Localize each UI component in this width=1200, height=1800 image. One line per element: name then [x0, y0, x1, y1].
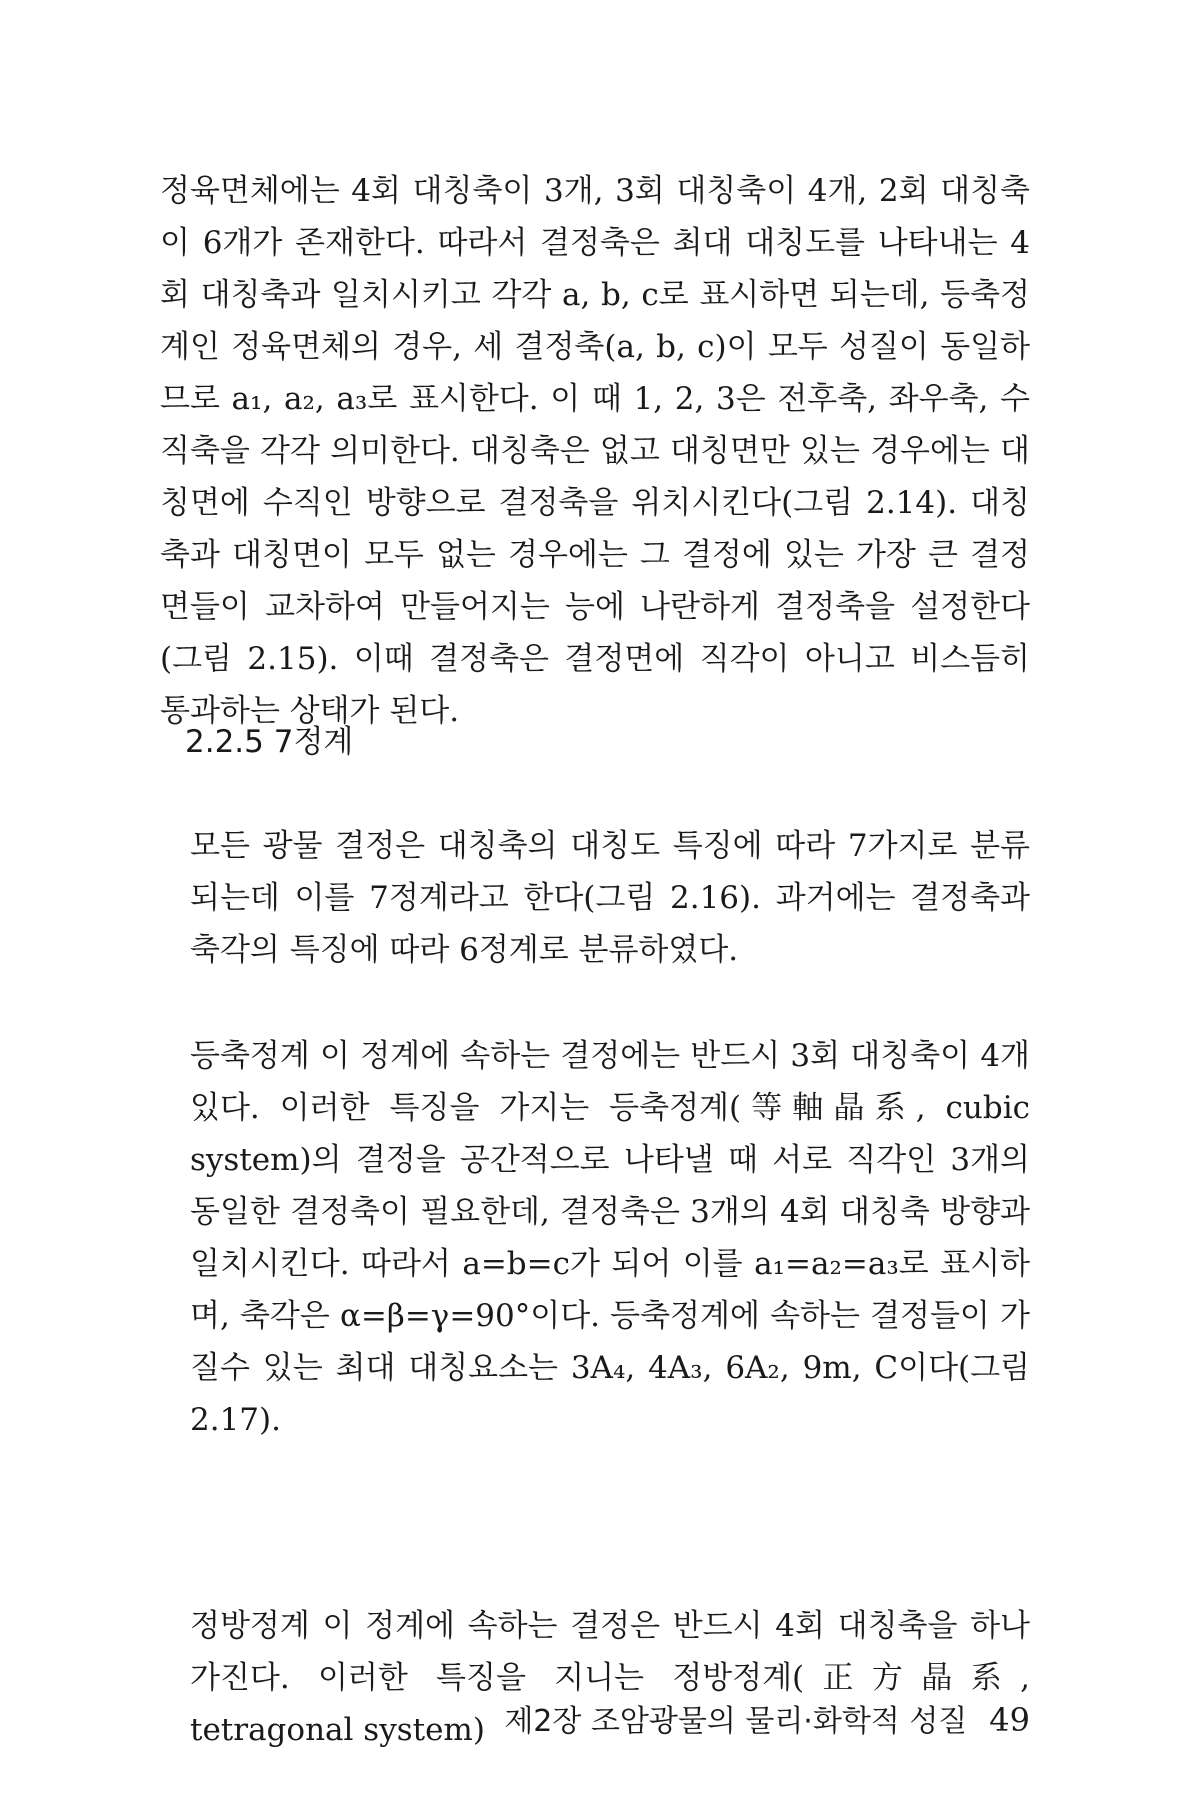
paragraph-seven-systems — [160, 820, 1030, 976]
paragraph-text: 등축정계 이 정계에 속하는 결정에는 반드시 3회 대칭축이 4개 있다. 이러한 특징을 가지는 등축정계(等軸晶系, cubic system)의 결정을 공간적으로 나타낼 때 서로 직각인 3개의 동일한 결정축이 필요한데, 결정축은 3개의 4회 대칭축 방향과 일치시킨다. 따라서 a=b=c가 되어 이를 a₁=a₂=a₃로 표시하며, 축각은 α=β=γ=90°이다. 등축정계에 속하는 결정들이 가질수 있는 최대 대칭요소는 3A₄, 4A₃, 6A₂, 9m, C이다(그림 2.17). — [190, 1038, 1030, 1438]
section-heading: 2.2.5 7정계 — [185, 724, 354, 760]
page-footer — [504, 1700, 1030, 1742]
paragraph-cubic-system — [160, 1030, 1030, 1446]
paragraph-text: 정육면체에는 4회 대칭축이 3개, 3회 대칭축이 4개, 2회 대칭축이 6개가 존재한다. 따라서 결정축은 최대 대칭도를 나타내는 4회 대칭축과 일치시키고 각각 a, b, c로 표시하면 되는데, 등축정계인 정육면체의 경우, 세 결정축(a, b, c)이 모두 성질이 동일하므로 a₁, a₂, a₃로 표시한다. 이 때 1, 2, 3은 전후축, 좌우축, 수직축을 각각 의미한다. 대칭축은 없고 대칭면만 있는 경우에는 대칭면에 수직인 방향으로 결정축을 위치시킨다(그림 2.14). 대칭축과 대칭면이 모두 없는 경우에는 그 결정에 있는 가장 큰 결정면들이 교차하여 만들어지는 능에 나란하게 결정축을 설정한다(그림 2.15). 이때 결정축은 결정면에 직각이 아니고 비스듬히 통과하는 상태가 된다. — [160, 173, 1030, 729]
paragraph-text: 정방정계 이 정계에 속하는 결정은 반드시 4회 대칭축을 하나 가진다. 이러한 특징을 지니는 정방정계(正方晶系, tetragonal system) — [190, 1608, 1030, 1748]
paragraph-crystal-axes — [160, 165, 1030, 737]
page-number: 49 — [989, 1701, 1030, 1739]
chapter-title: 제2장 조암광물의 물리·화학적 성질 — [504, 1704, 968, 1739]
paragraph-text: 모든 광물 결정은 대칭축의 대칭도 특징에 따라 7가지로 분류되는데 이를 7정계라고 한다(그림 2.16). 과거에는 결정축과 축각의 특징에 따라 6정계로 분류하였다. — [190, 828, 1030, 968]
